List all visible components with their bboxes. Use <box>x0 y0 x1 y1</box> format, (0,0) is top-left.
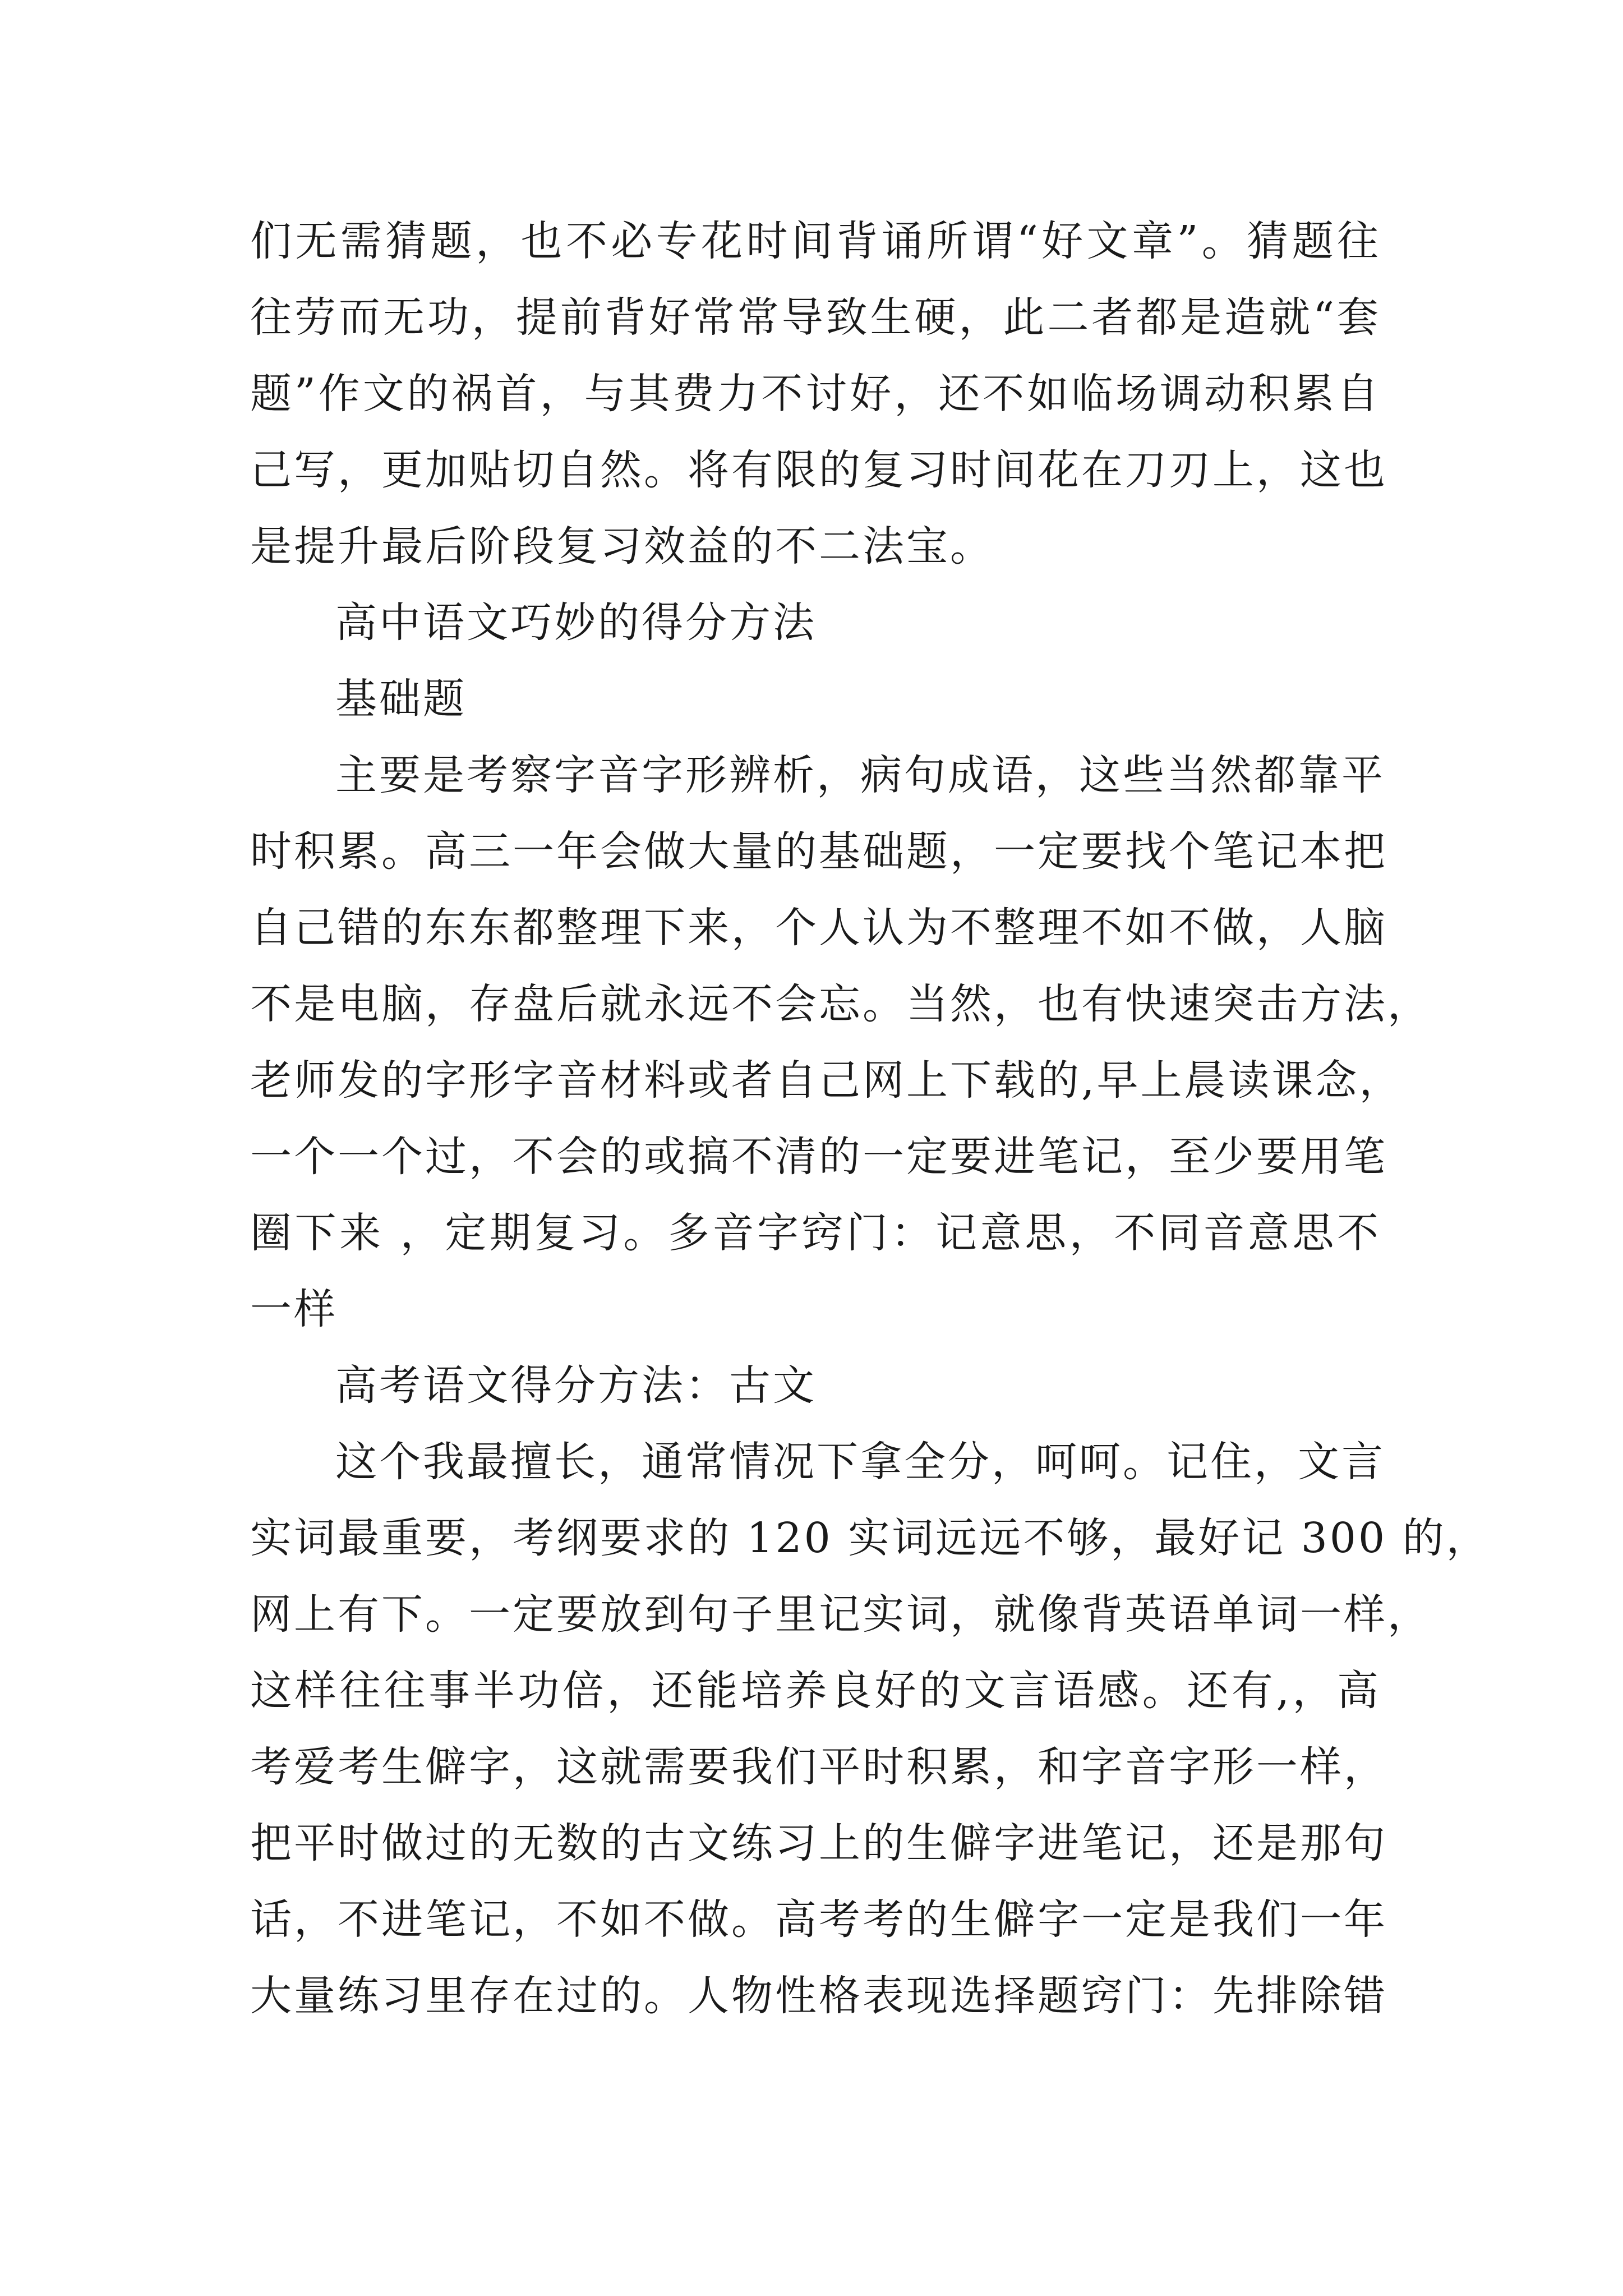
text-line: 们无需猜题，也不必专花时间背诵所谓“好文章”。猜题往 <box>250 217 1381 265</box>
text-line: 自己错的东东都整理下来，个人认为不整理不如不做，人脑 <box>250 904 1387 952</box>
text-line: 大量练习里存在过的。人物性格表现选择题窍门：先排除错 <box>250 1972 1387 2020</box>
text-line: 考爱考生僻字，这就需要我们平时积累，和字音字形一样， <box>250 1743 1387 1791</box>
text-line: 一个一个过，不会的或搞不清的一定要进笔记，至少要用笔 <box>250 1133 1387 1181</box>
text-line: 往劳而无功，提前背好常常导致生硬，此二者都是造就“套 <box>250 293 1381 342</box>
text-line: 主要是考察字音字形辨析，病句成语，这些当然都靠平 <box>335 751 1385 799</box>
text-line: 这个我最擅长，通常情况下拿全分，呵呵。记住，文言 <box>335 1438 1385 1486</box>
text-line: 己写，更加贴切自然。将有限的复习时间花在刀刃上，这也 <box>250 446 1387 494</box>
paragraph-classical-chinese <box>250 1424 1490 2034</box>
paragraph-intro-continuation <box>250 203 1387 585</box>
heading-text: 高中语文巧妙的得分方法 <box>335 599 817 647</box>
text-line: 这样往往事半功倍，还能培养良好的文言语感。还有,，高 <box>250 1667 1381 1715</box>
document-body <box>250 203 1490 2034</box>
text-line: 话，不进笔记，不如不做。高考考的生僻字一定是我们一年 <box>250 1895 1387 1944</box>
paragraph-basics <box>250 737 1431 1347</box>
text-line: 圈下来 ，定期复习。多音字窍门：记意思，不同音意思不 <box>250 1209 1381 1257</box>
text-line: 时积累。高三一年会做大量的基础题，一定要找个笔记本把 <box>250 827 1387 876</box>
heading-text: 高考语文得分方法：古文 <box>335 1361 817 1410</box>
text-line: 把平时做过的无数的古文练习上的生僻字进笔记，还是那句 <box>250 1819 1387 1867</box>
text-line: 实词最重要，考纲要求的 120 实词远远不够，最好记 300 的， <box>250 1514 1490 1562</box>
subsection-heading <box>250 1347 1381 1424</box>
text-line: 一样 <box>250 1285 338 1333</box>
text-line: 题”作文的祸首，与其费力不讨好，还不如临场调动积累自 <box>250 370 1381 418</box>
text-line: 网上有下。一定要放到句子里记实词，就像背英语单词一样， <box>250 1590 1431 1639</box>
section-heading <box>250 585 1381 661</box>
subsection-heading <box>250 661 1381 737</box>
text-line: 不是电脑，存盘后就永远不会忘。当然，也有快速突击方法， <box>250 980 1431 1028</box>
text-line: 老师发的字形字音材料或者自己网上下载的,早上晨读课念， <box>250 1056 1403 1105</box>
text-line: 是提升最后阶段复习效益的不二法宝。 <box>250 522 994 570</box>
heading-text: 基础题 <box>335 675 467 723</box>
